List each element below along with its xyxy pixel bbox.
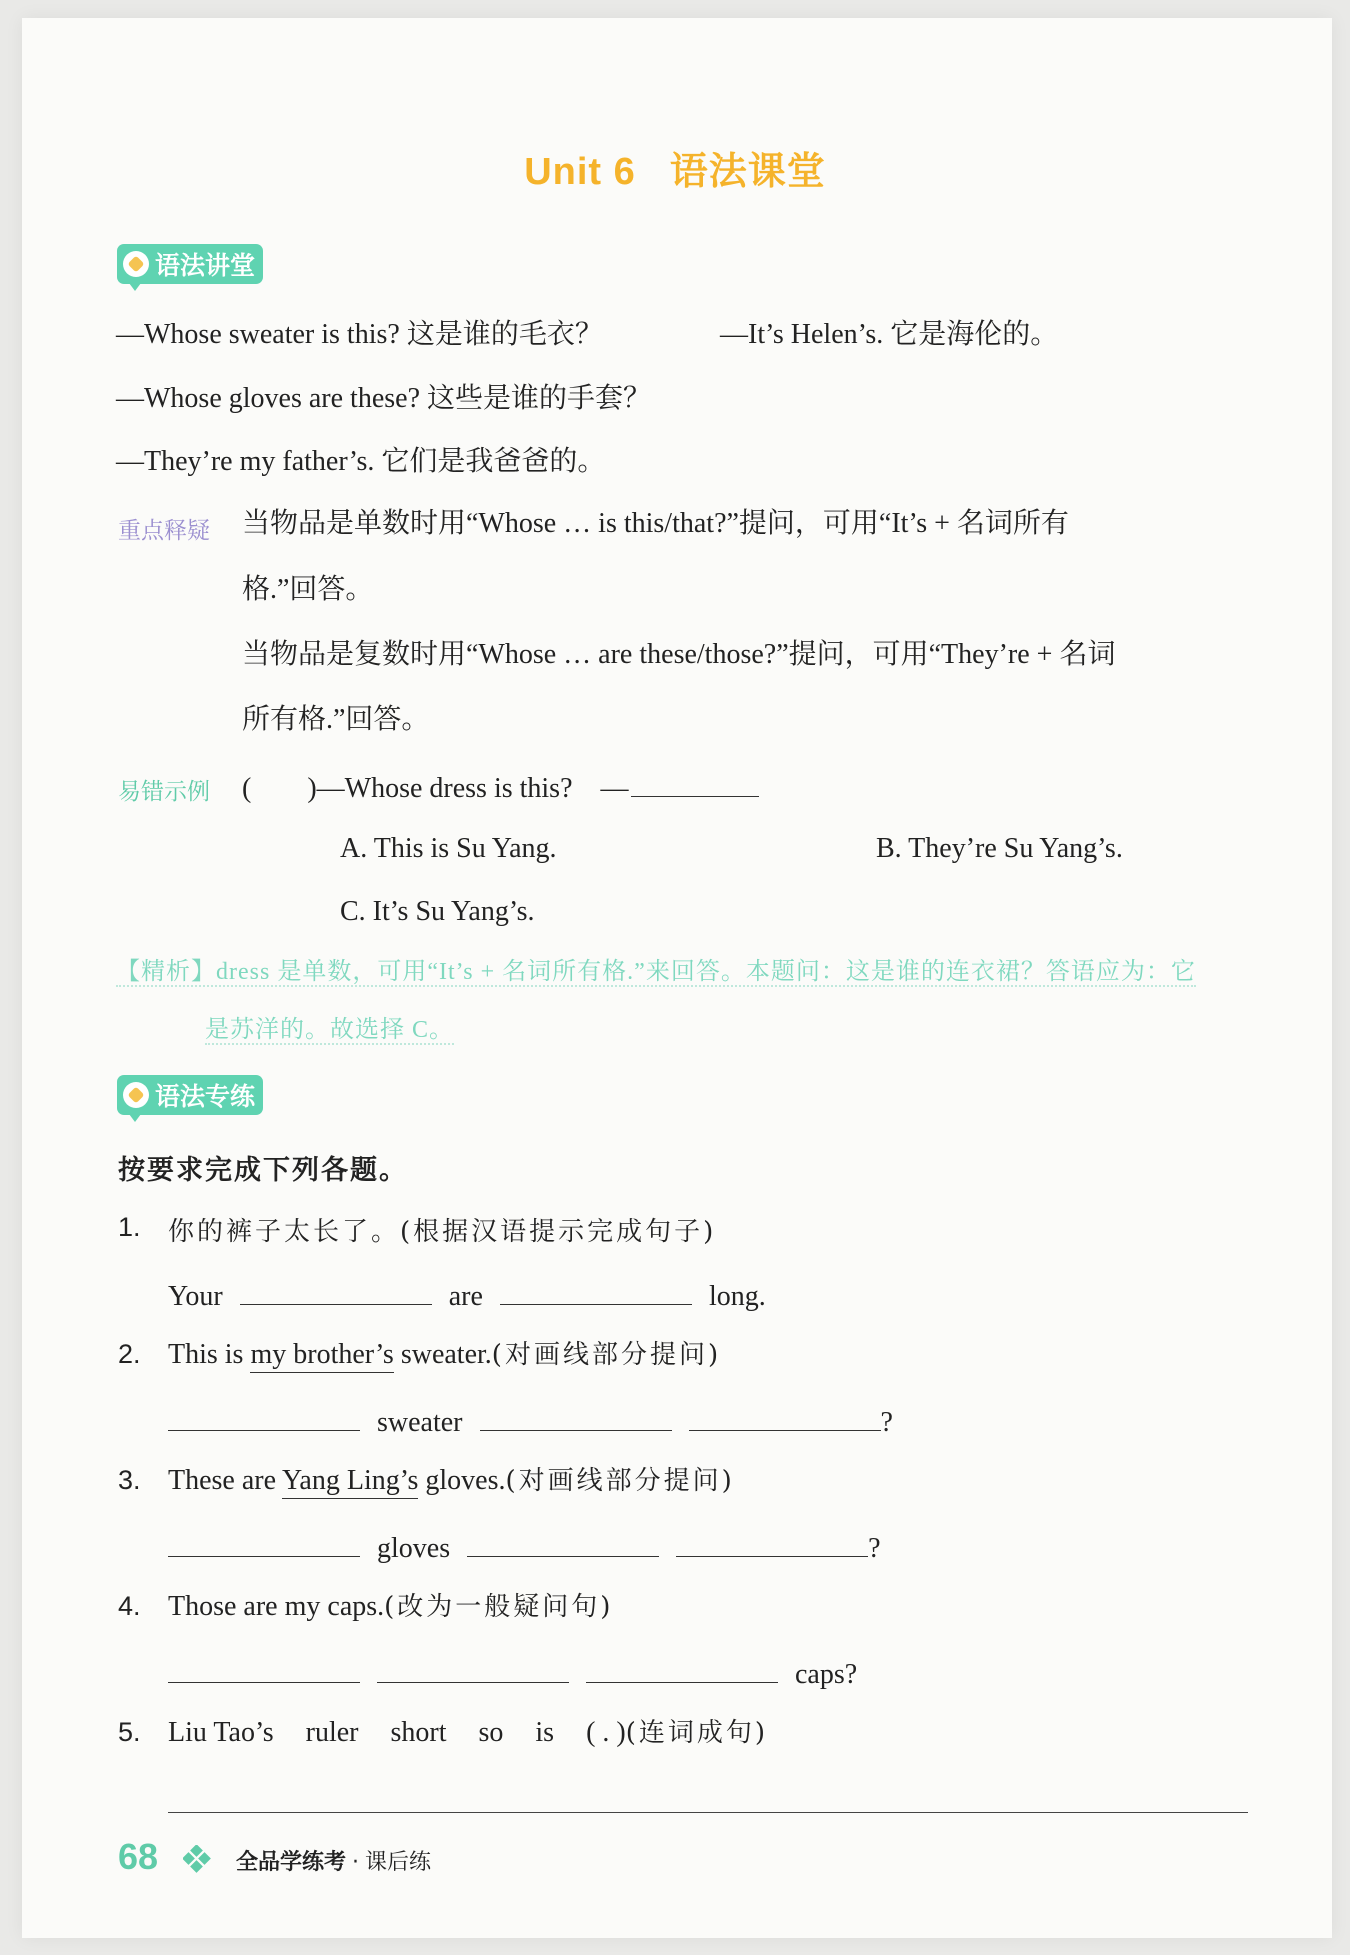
underlined-phrase: my brother’s <box>250 1339 393 1373</box>
question-2-number: 2. <box>118 1339 141 1369</box>
blank-3a[interactable] <box>168 1528 360 1557</box>
question-1-prompt: 你的裤子太长了。(根据汉语提示完成句子) <box>168 1217 717 1247</box>
blank-2b[interactable] <box>480 1402 672 1431</box>
clover-icon <box>183 1845 211 1878</box>
underlined-phrase: Yang Ling’s <box>282 1465 418 1499</box>
question-3-number: 3. <box>118 1465 141 1495</box>
footer-brand: 全品学练考 · 课后练 <box>236 1850 432 1875</box>
blank-3c[interactable] <box>676 1528 868 1557</box>
dialogue-line-2: —It’s Helen’s. 它是海伦的。 <box>720 319 1059 350</box>
dialogue-line-3: —Whose gloves are these? 这些是谁的手套？ <box>116 383 651 414</box>
answer-blank[interactable] <box>631 768 759 797</box>
question-3-answer: gloves ? <box>168 1528 881 1566</box>
key-points-label: 重点释疑 <box>118 518 210 544</box>
question-5-number: 5. <box>118 1717 141 1747</box>
question-1-number: 1. <box>118 1212 141 1242</box>
analysis-line-2: 是苏洋的。故选择 C。 <box>205 1017 455 1043</box>
blank-2c[interactable] <box>689 1402 881 1431</box>
page-title <box>0 140 1350 195</box>
grammar-practice-badge <box>117 1075 263 1115</box>
option-b: B. They’re Su Yang’s. <box>876 833 1123 864</box>
question-4-number: 4. <box>118 1591 141 1621</box>
analysis-line-1: 【精析】dress 是单数，可用“It’s + 名词所有格.”来回答。本题问：这是谁的连衣裙？答语应为：它 <box>116 959 1196 985</box>
blank-1b[interactable] <box>500 1276 692 1305</box>
badge-label: 语法专练 <box>155 1082 256 1111</box>
example-question: ( )—Whose dress is this? — <box>242 768 759 806</box>
topic-label: 语法课堂 <box>669 151 826 193</box>
blank-1a[interactable] <box>240 1276 432 1305</box>
option-c: C. It’s Su Yang’s. <box>340 896 535 927</box>
question-4-prompt: Those are my caps.(改为一般疑问句) <box>168 1591 614 1622</box>
page-number: 68 <box>118 1836 159 1877</box>
badge-flower-icon <box>123 251 149 277</box>
common-mistake-label: 易错示例 <box>118 779 210 805</box>
badge-flower-icon <box>123 1082 149 1108</box>
blank-4c[interactable] <box>586 1654 778 1683</box>
question-2-prompt: This is my brother’s sweater.(对画线部分提问) <box>168 1338 721 1372</box>
question-5-prompt: Liu Tao’s ruler short so is ( . )(连词成句) <box>168 1717 769 1748</box>
key-text-line-3: 当物品是复数时用“Whose … are these/those?”提问，可用“They’re + 名词 <box>242 639 1116 670</box>
key-text-line-2: 格.”回答。 <box>242 574 374 605</box>
option-a: A. This is Su Yang. <box>340 833 557 864</box>
blank-3b[interactable] <box>467 1528 659 1557</box>
question-2-answer: sweater ? <box>168 1402 893 1440</box>
question-4-answer: caps? <box>168 1654 857 1692</box>
badge-label: 语法讲堂 <box>155 251 256 280</box>
dialogue-line-4: —They’re my father’s. 它们是我爸爸的。 <box>116 446 606 477</box>
question-3-prompt: These are Yang Ling’s gloves.(对画线部分提问) <box>168 1464 735 1498</box>
question-1-answer: Your are long. <box>168 1276 766 1314</box>
key-text-line-4: 所有格.”回答。 <box>242 704 430 735</box>
unit-label: Unit 6 <box>524 151 636 193</box>
blank-4b[interactable] <box>377 1654 569 1683</box>
blank-4a[interactable] <box>168 1654 360 1683</box>
dialogue-line-1: —Whose sweater is this? 这是谁的毛衣？ <box>116 319 603 350</box>
question-5-answer-line[interactable] <box>168 1812 1248 1813</box>
grammar-lecture-badge <box>117 244 263 284</box>
blank-2a[interactable] <box>168 1402 360 1431</box>
instruction-heading: 按要求完成下列各题。 <box>118 1155 408 1186</box>
key-text-line-1: 当物品是单数时用“Whose … is this/that?”提问，可用“It’s + 名词所有 <box>242 508 1069 539</box>
